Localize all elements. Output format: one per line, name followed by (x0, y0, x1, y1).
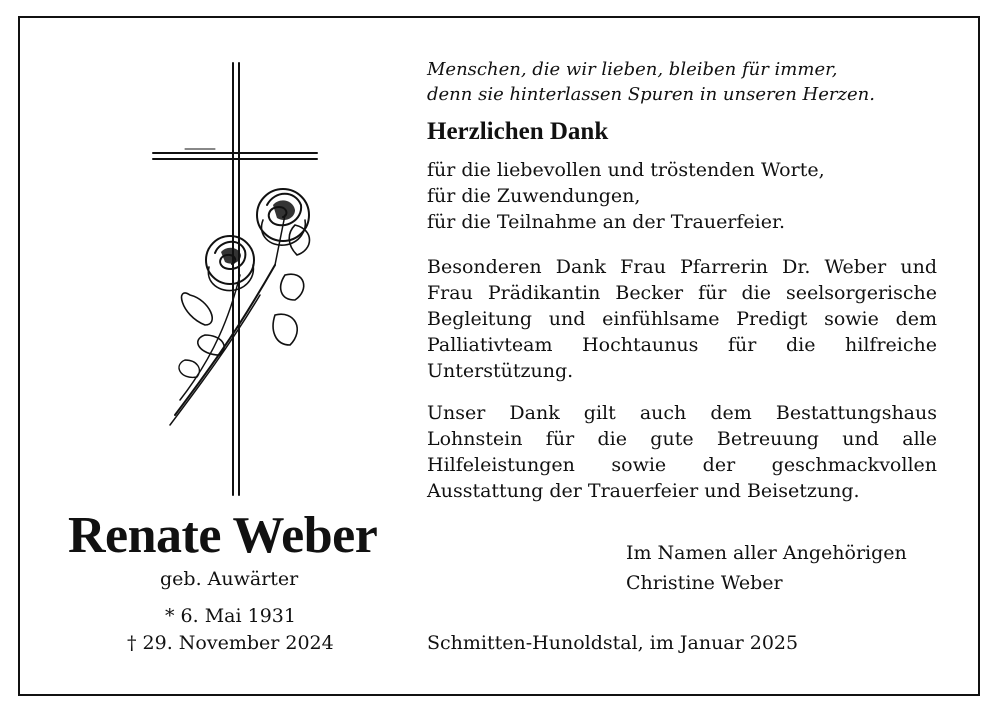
deceased-name: Renate Weber (68, 507, 378, 564)
signoff (626, 538, 907, 598)
thanks-heading: Herzlichen Dank (427, 118, 609, 145)
signoff-signature: Christine Weber (626, 572, 783, 594)
thanks-line: für die Teilnahme an der Trauerfeier. (427, 211, 786, 233)
cross-with-roses-icon (145, 55, 335, 525)
death-date: † 29. November 2024 (127, 632, 334, 654)
signoff-line: Im Namen aller Angehörigen (626, 542, 907, 564)
funeral-home-paragraph: Unser Dank gilt auch dem Bestattungshaus Lohnstein für die gute Betreuung und alle Hilfeleistungen sowie der geschmackvollen Ausstattung der Trauerfeier und Beisetzung. (427, 402, 937, 502)
memorial-quote (427, 57, 875, 107)
maiden-name: geb. Auwärter (160, 568, 299, 590)
birth-date: * 6. Mai 1931 (165, 605, 296, 627)
quote-line: denn sie hinterlassen Spuren in unseren Herzen. (427, 84, 875, 105)
special-thanks-paragraph: Besonderen Dank Frau Pfarrerin Dr. Weber und Frau Prädikantin Becker für die seelsorgerische Begleitung und einfühlsame Predigt sowie dem Palliativteam Hochtaunus für die hilfreiche Unterstützung. (427, 256, 937, 382)
place-and-date: Schmitten-Hunoldstal, im Januar 2025 (427, 632, 799, 654)
quote-line: Menschen, die wir lieben, bleiben für immer, (427, 59, 838, 80)
thanks-list (427, 157, 825, 235)
thanks-line: für die liebevollen und tröstenden Worte, (427, 159, 825, 181)
thanks-line: für die Zuwendungen, (427, 185, 641, 207)
